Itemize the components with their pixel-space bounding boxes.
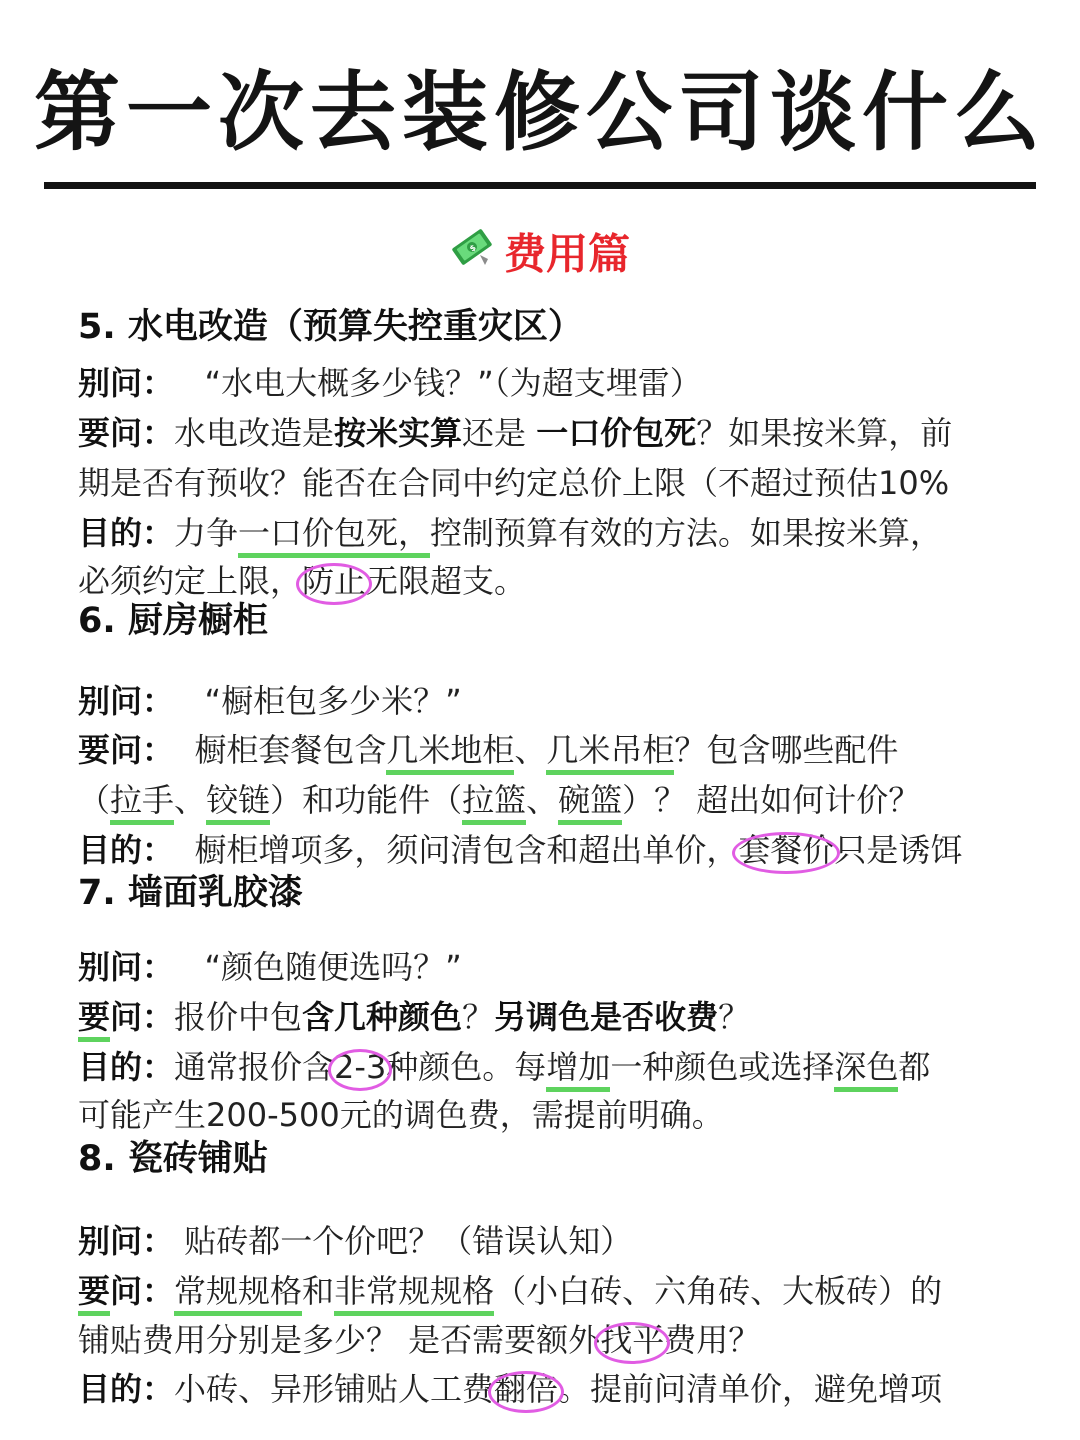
goal-line: 目的：小砖、异形铺贴人工费翻倍。提前问清单价，避免增项 xyxy=(78,1364,1038,1414)
dont-ask-line: 别问： “橱柜包多少米？” xyxy=(78,682,462,720)
goal-line-2: 可能产生200-500元的调色费，需提前明确。 xyxy=(78,1096,724,1134)
ask-line-2: （拉手、铰链）和功能件（拉篮、碗篮）？ 超出如何计价？ xyxy=(78,775,1038,825)
page-title: 第一次去装修公司谈什么 xyxy=(34,63,1046,163)
section-label: 费用篇 xyxy=(503,229,630,279)
ask-line: 要问：水电改造是按米实算还是 一口价包死？如果按米算，前 xyxy=(78,414,953,452)
dont-ask-line: 别问： 贴砖都一个价吧？（错误认知） xyxy=(78,1222,633,1260)
ask-line: 要问：常规规格和非常规规格（小白砖、六角砖、大板砖）的 xyxy=(78,1266,1038,1316)
item-heading: 6. 厨房橱柜 xyxy=(78,601,268,641)
ask-line: 要问：报价中包含几种颜色？另调色是否收费？ xyxy=(78,992,1038,1042)
dont-ask-line: 别问： “水电大概多少钱？”（为超支埋雷） xyxy=(78,364,702,402)
dont-ask-line: 别问： “颜色随便选吗？” xyxy=(78,948,462,986)
item-heading: 8. 瓷砖铺贴 xyxy=(78,1139,268,1179)
goal-line-2: 必须约定上限，防止无限超支。 xyxy=(78,556,1038,606)
title-divider xyxy=(44,182,1036,189)
item-heading: 7. 墙面乳胶漆 xyxy=(78,873,303,913)
goal-line: 目的： 橱柜增项多，须问清包含和超出单价，套餐价只是诱饵 xyxy=(78,825,1038,875)
ask-line: 要问： 橱柜套餐包含几米地柜、几米吊柜？包含哪些配件 xyxy=(78,725,1038,775)
svg-text:$: $ xyxy=(467,242,478,254)
ask-line-2: 期是否有预收？能否在合同中约定总价上限（不超过预估10% xyxy=(78,464,950,502)
goal-line: 目的：通常报价含2-3种颜色。每增加一种颜色或选择深色都 xyxy=(78,1042,1038,1092)
section-header xyxy=(0,222,1080,285)
money-icon xyxy=(450,225,494,285)
goal-line: 目的：力争一口价包死，控制预算有效的方法。如果按米算， xyxy=(78,508,1038,558)
item-heading: 5. 水电改造（预算失控重灾区） xyxy=(78,307,583,347)
ask-line-2: 铺贴费用分别是多少？ 是否需要额外找平费用？ xyxy=(78,1315,1038,1365)
